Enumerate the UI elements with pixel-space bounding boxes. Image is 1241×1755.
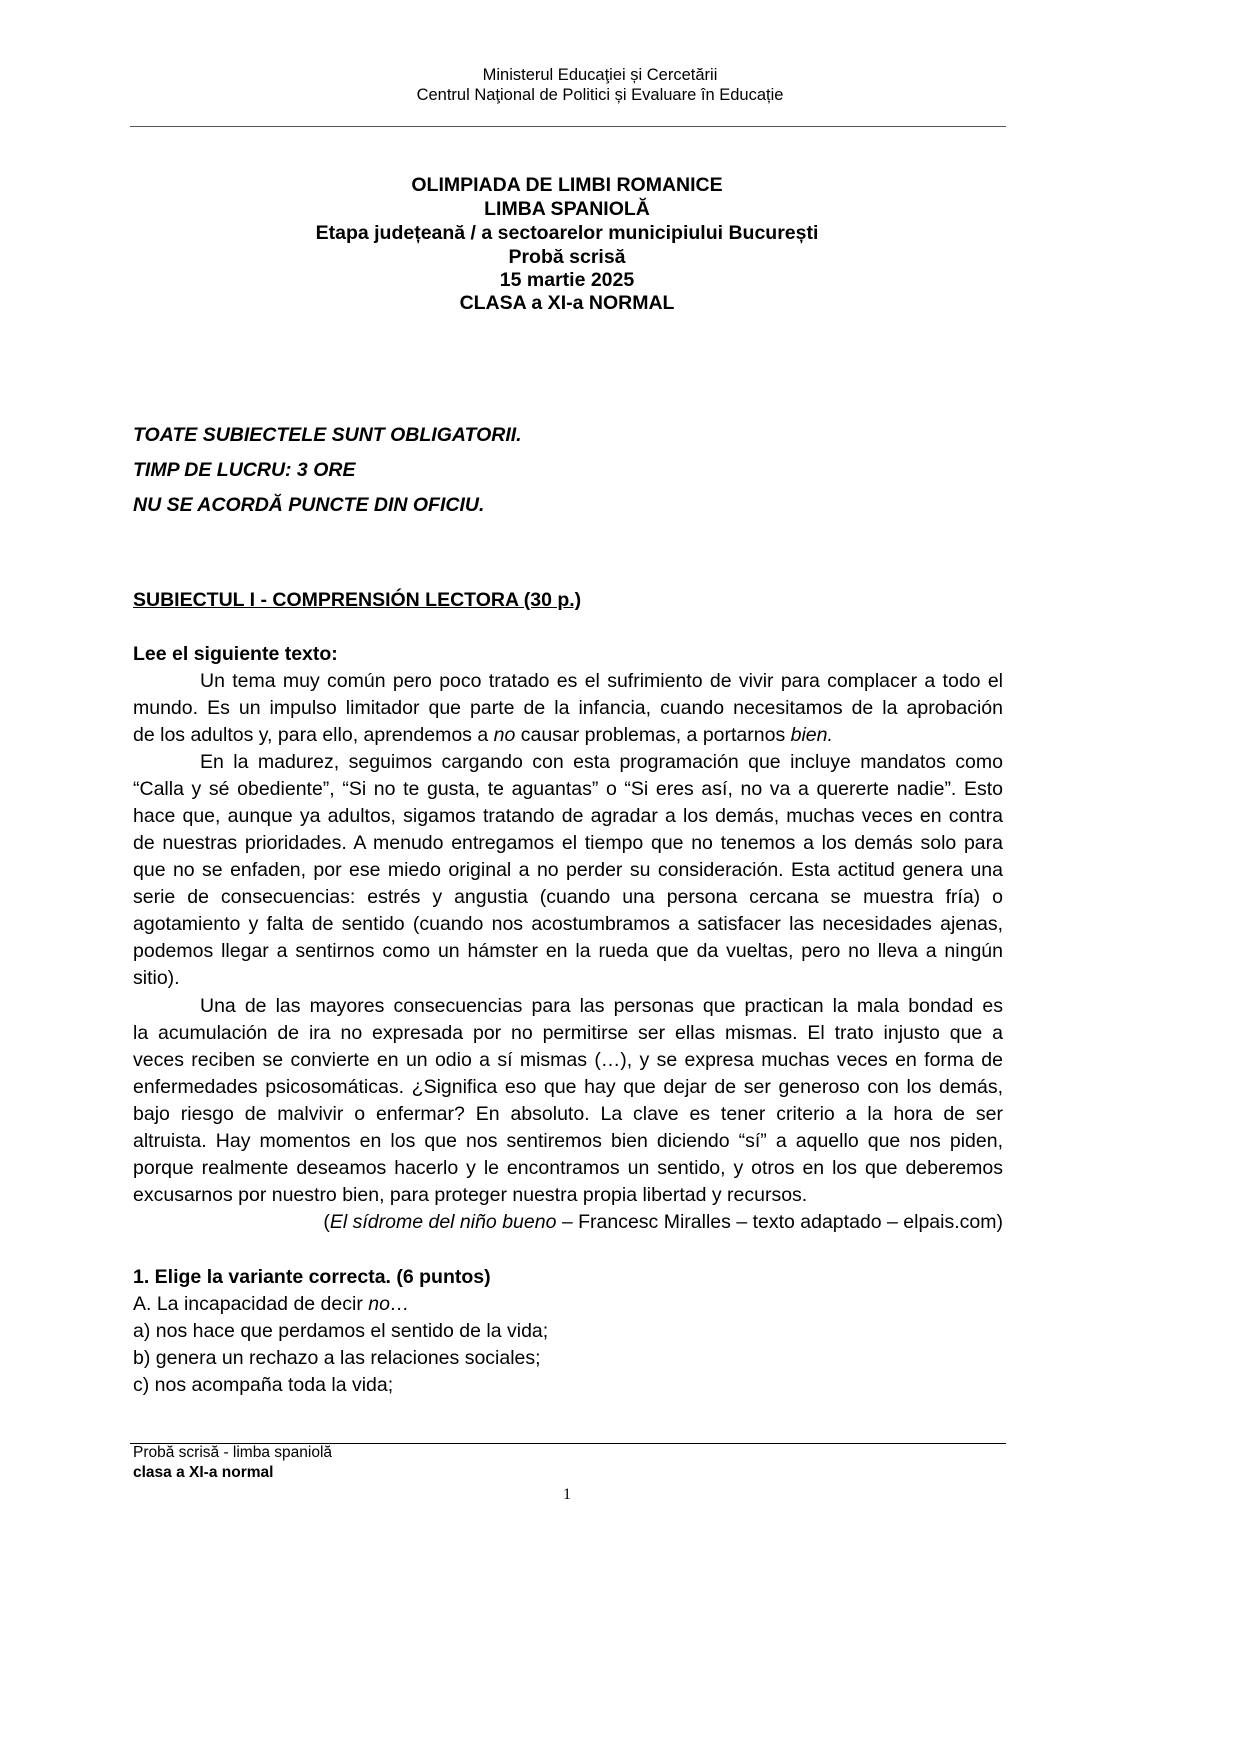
instruction: TIMP DE LUCRU: 3 ORE	[133, 459, 356, 481]
text-segment: agotamiento y falta de sentido (cuando nos acostumbramos a satisfacer las necesidades ajenas,	[133, 913, 1003, 935]
text-segment: serie de consecuencias: estrés y angustia (cuando una persona cercana se muestra fría) o	[133, 886, 1003, 908]
header-ministry: Ministerul Educaţiei și Cercetării	[482, 66, 718, 84]
passage-line	[200, 750, 1003, 774]
text-segment: bajo riesgo de malvivir o enfermar? En absoluto. La clave es tener criterio a la hora de ser	[133, 1103, 1003, 1125]
passage-line	[133, 723, 1003, 747]
italic-text: El sídrome del niño bueno	[329, 1211, 557, 1233]
passage-line	[200, 994, 1003, 1018]
text-segment: hace que, aunque ya adultos, sigamos tratando de agradar a los demás, muchas veces en contra	[133, 805, 1003, 827]
passage-line	[133, 1129, 1003, 1153]
title-line: CLASA a XI-a NORMAL	[459, 292, 675, 314]
italic-text: no…	[368, 1293, 410, 1315]
text-segment: porque realmente deseamos hacerlo y le encontramos un sentido, y otros en los que deberemos	[133, 1157, 1003, 1179]
instruction: TOATE SUBIECTELE SUNT OBLIGATORII.	[133, 424, 522, 446]
text-segment: – Francesc Miralles – texto adaptado – elpais.com)	[556, 1211, 1003, 1233]
answer-option: b) genera un rechazo a las relaciones sociales;	[133, 1347, 541, 1369]
answer-option: c) nos acompaña toda la vida;	[133, 1374, 394, 1396]
question-heading: 1. Elige la variante correcta. (6 puntos)	[133, 1266, 491, 1288]
passage-line	[133, 912, 1003, 936]
passage-line	[133, 858, 1003, 882]
text-segment: altruista. Hay momentos en los que nos sentiremos bien diciendo “sí” a aquello que nos piden,	[133, 1130, 1003, 1152]
text-segment: Una de las mayores consecuencias para las personas que practican la mala bondad es	[200, 995, 1003, 1017]
text-segment: podemos llegar a sentirnos como un hámster en la rueda que da vueltas, pero no lleva a ningún	[133, 940, 1003, 962]
text-segment: “Calla y sé obediente”, “Si no te gusta, te aguantas” o “Si eres así, no va a quererte nadie”. Esto	[133, 778, 1003, 800]
text-segment: que no se enfaden, por ese miedo original a no perder su consideración. Esta actitud genera una	[133, 859, 1003, 881]
source-citation	[133, 1210, 1003, 1234]
title-line: 15 martie 2025	[499, 269, 635, 291]
passage-line	[133, 966, 1003, 990]
header-center: Centrul Naţional de Politici și Evaluare în Educație	[416, 86, 784, 104]
passage-line	[133, 1021, 1003, 1045]
footer-class: clasa a XI-a normal	[133, 1464, 274, 1481]
passage-line	[133, 1183, 1003, 1207]
answer-option: a) nos hace que perdamos el sentido de la vida;	[133, 1320, 549, 1342]
text-segment: mundo. Es un impulso limitador que parte de la infancia, cuando necesitamos de la aprobación	[133, 697, 1003, 719]
text-segment: de nuestras prioridades. A menudo entregamos el tiempo que no tenemos a los demás solo para	[133, 832, 1003, 854]
text-segment: sitio).	[133, 967, 180, 989]
passage-line	[133, 777, 1003, 801]
title-line: LIMBA SPANIOLĂ	[484, 198, 650, 220]
page-number: 1	[563, 1486, 571, 1503]
text-segment: En la madurez, seguimos cargando con esta programación que incluye mandatos como	[200, 751, 1003, 773]
text-segment: A. La incapacidad de decir	[133, 1293, 369, 1315]
text-segment: (	[323, 1211, 330, 1233]
title-line: Probă scrisă	[508, 246, 626, 268]
passage-line	[200, 669, 1003, 693]
text-segment: causar problemas, a portarnos	[515, 724, 791, 746]
question-stem	[133, 1292, 409, 1316]
footer-subject: Probă scrisă - limba spaniolă	[133, 1444, 333, 1461]
text-segment: Un tema muy común pero poco tratado es el sufrimiento de vivir para complacer a todo el	[200, 670, 1003, 692]
passage-line	[133, 885, 1003, 909]
passage-line	[133, 1102, 1003, 1126]
instruction: NU SE ACORDĂ PUNCTE DIN OFICIU.	[133, 494, 485, 516]
title-line: OLIMPIADA DE LIMBI ROMANICE	[411, 174, 723, 196]
text-segment: enfermedades psicosomáticas. ¿Significa eso que hay que dejar de ser generoso con los demás,	[133, 1076, 1003, 1098]
italic-text: bien.	[790, 724, 833, 746]
text-segment: excusarnos por nuestro bien, para proteger nuestra propia libertad y recursos.	[133, 1184, 808, 1206]
passage-line	[133, 939, 1003, 963]
passage-line	[133, 1075, 1003, 1099]
passage-line	[133, 696, 1003, 720]
text-segment: veces reciben se convierte en un odio a sí mismas (…), y se expresa muchas veces en forma de	[133, 1049, 1003, 1071]
reading-lead: Lee el siguiente texto:	[133, 643, 338, 665]
passage-line	[133, 831, 1003, 855]
section-heading: SUBIECTUL I - COMPRENSIÓN LECTORA (30 p.)	[133, 589, 582, 611]
passage-line	[133, 1156, 1003, 1180]
text-segment: de los adultos y, para ello, aprendemos a	[133, 724, 494, 746]
passage-line	[133, 1048, 1003, 1072]
header-divider	[130, 126, 1006, 127]
text-segment: la acumulación de ira no expresada por no permitirse ser ellas mismas. El trato injusto que a	[133, 1022, 1003, 1044]
title-line: Etapa județeană / a sectoarelor municipiului București	[315, 222, 819, 244]
passage-line	[133, 804, 1003, 828]
italic-text: no	[493, 724, 516, 746]
